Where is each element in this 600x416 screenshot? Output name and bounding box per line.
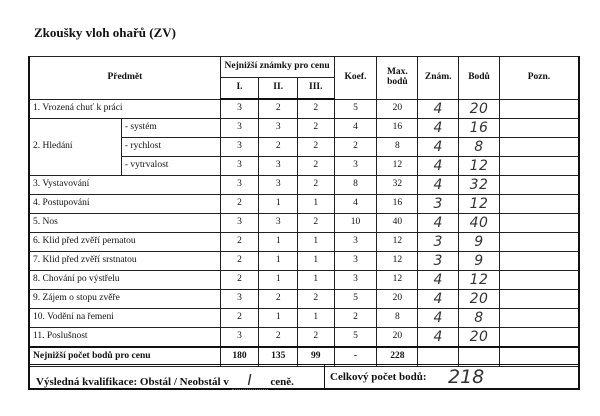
min-total-1: 180 [220, 347, 259, 367]
grade-input[interactable]: 4 [418, 290, 459, 309]
notes-cell[interactable] [499, 99, 579, 119]
points-input[interactable]: 20 [459, 328, 500, 348]
max-cell: 20 [377, 328, 418, 348]
grade-1-cell: 3 [220, 138, 259, 157]
sub-subject-label: - rychlost [121, 138, 220, 157]
grade-2-cell: 3 [259, 214, 298, 233]
subject-label: 9. Zájem o stopu zvěře [29, 290, 220, 309]
grade-1-cell: 2 [220, 233, 259, 252]
grade-2-cell: 2 [259, 290, 298, 309]
grade-3-cell: 1 [298, 309, 335, 328]
grade-col-2: II. [259, 78, 298, 100]
notes-cell[interactable] [499, 328, 579, 348]
grade-3-cell: 1 [298, 195, 335, 214]
table-row [29, 252, 579, 271]
notes-header: Pozn. [499, 57, 579, 100]
max-cell: 8 [377, 138, 418, 157]
coef-cell: 3 [334, 157, 377, 176]
subject-label: 6. Klid před zvěří pernatou [29, 233, 220, 252]
points-header: Bodů [459, 57, 500, 100]
subject-header: Předmět [29, 57, 220, 100]
notes-cell[interactable] [499, 195, 579, 214]
notes-cell[interactable] [499, 176, 579, 195]
coef-cell: 4 [334, 119, 377, 138]
grade-input[interactable]: 4 [418, 157, 459, 176]
table-row [29, 328, 579, 348]
max-cell: 20 [377, 290, 418, 309]
notes-cell[interactable] [499, 252, 579, 271]
final-qualification-row [28, 364, 580, 390]
grade-2-cell: 3 [259, 157, 298, 176]
points-input[interactable]: 12 [459, 271, 500, 290]
table-row [29, 233, 579, 252]
grade-2-cell: 1 [259, 309, 298, 328]
grade-1-cell: 3 [220, 214, 259, 233]
grade-3-cell: 1 [298, 252, 335, 271]
min-grades-header: Nejnižší známky pro cenu [220, 57, 334, 78]
points-input[interactable]: 9 [459, 233, 500, 252]
max-points-header: Max. bodů [377, 57, 418, 100]
final-divider [324, 365, 325, 388]
grade-2-cell: 3 [259, 176, 298, 195]
coef-cell: 3 [334, 233, 377, 252]
max-cell: 12 [377, 271, 418, 290]
table-row [29, 119, 579, 138]
min-total-3: 99 [298, 347, 335, 367]
grade-input[interactable]: 4 [418, 99, 459, 119]
grade-2-cell: 1 [259, 195, 298, 214]
total-points-label: Celkový počet bodů: [330, 371, 427, 383]
coef-cell: 5 [334, 99, 377, 119]
grade-col-1: I. [220, 78, 259, 100]
grade-1-cell: 2 [220, 309, 259, 328]
grade-1-cell: 3 [220, 157, 259, 176]
max-total: 228 [377, 347, 418, 367]
coef-cell: 2 [334, 138, 377, 157]
grade-1-cell: 3 [220, 99, 259, 119]
grade-3-cell: 2 [298, 157, 335, 176]
max-cell: 12 [377, 157, 418, 176]
coef-header: Koef. [334, 57, 377, 100]
grade-input[interactable]: 4 [418, 309, 459, 328]
subject-label: 7. Klid před zvěří srstnatou [29, 252, 220, 271]
grade-input[interactable]: 4 [418, 214, 459, 233]
points-input[interactable]: 40 [459, 214, 500, 233]
grade-3-cell: 1 [298, 271, 335, 290]
grade-2-cell: 1 [259, 233, 298, 252]
min-total-label: Nejnižší počet bodů pro cenu [29, 347, 220, 367]
sub-subject-label: - systém [121, 119, 220, 138]
grade-3-cell: 2 [298, 119, 335, 138]
subject-label: 11. Poslušnost [29, 328, 220, 348]
max-cell: 40 [377, 214, 418, 233]
table-row [29, 99, 579, 119]
grade-3-cell: 2 [298, 176, 335, 195]
grade-1-cell: 3 [220, 328, 259, 348]
max-cell: 20 [377, 99, 418, 119]
grade-input[interactable]: 4 [418, 138, 459, 157]
coef-cell: 3 [334, 252, 377, 271]
notes-cell[interactable] [499, 214, 579, 233]
grade-header: Znám. [418, 57, 459, 100]
points-input[interactable]: 32 [459, 176, 500, 195]
subject-label: 2. Hledání [29, 119, 121, 176]
grade-3-cell: 2 [298, 138, 335, 157]
subject-label: 10. Vodění na řemeni [29, 309, 220, 328]
grade-2-cell: 1 [259, 271, 298, 290]
subject-label: 5. Nos [29, 214, 220, 233]
grade-1-cell: 3 [220, 176, 259, 195]
max-cell: 12 [377, 252, 418, 271]
notes-cell[interactable] [499, 271, 579, 290]
points-input[interactable]: 16 [459, 119, 500, 138]
final-prize-suffix: ceně. [270, 376, 294, 388]
sub-subject-label: - vytrvalost [121, 157, 220, 176]
final-prize-grade[interactable]: I [232, 371, 268, 390]
grade-input[interactable]: 4 [418, 271, 459, 290]
coef-cell: 5 [334, 328, 377, 348]
points-input[interactable]: 8 [459, 138, 500, 157]
grade-3-cell: 2 [298, 99, 335, 119]
min-total-2: 135 [259, 347, 298, 367]
grade-1-cell: 2 [220, 252, 259, 271]
grade-2-cell: 2 [259, 99, 298, 119]
grade-3-cell: 1 [298, 233, 335, 252]
grade-2-cell: 3 [259, 119, 298, 138]
final-label: Výsledná kvalifikace: [36, 376, 138, 388]
grade-1-cell: 2 [220, 271, 259, 290]
grade-input[interactable]: 3 [418, 233, 459, 252]
points-input[interactable]: 12 [459, 195, 500, 214]
table-row [29, 176, 579, 195]
grade-col-3: III. [298, 78, 335, 100]
points-input[interactable]: 12 [459, 157, 500, 176]
max-cell: 8 [377, 309, 418, 328]
grade-input[interactable]: 4 [418, 119, 459, 138]
max-cell: 16 [377, 195, 418, 214]
max-cell: 32 [377, 176, 418, 195]
subject-label: 1. Vrozená chuť k práci [29, 99, 220, 119]
table-row [29, 195, 579, 214]
subject-label: 4. Postupování [29, 195, 220, 214]
coef-cell: 8 [334, 176, 377, 195]
notes-cell[interactable] [499, 309, 579, 328]
points-input[interactable]: 8 [459, 309, 500, 328]
table-row [29, 271, 579, 290]
coef-total: - [334, 347, 377, 367]
notes-cell[interactable] [499, 290, 579, 309]
grade-3-cell: 2 [298, 290, 335, 309]
table-row [29, 214, 579, 233]
final-total [330, 371, 427, 383]
form-title: Zkoušky vloh ohařů (ZV) [34, 25, 176, 40]
notes-cell[interactable] [499, 233, 579, 252]
grade-2-cell: 1 [259, 252, 298, 271]
table-row [29, 309, 579, 328]
notes-cell[interactable] [499, 157, 579, 176]
score-table [28, 56, 580, 367]
coef-cell: 4 [334, 195, 377, 214]
grade-3-cell: 2 [298, 328, 335, 348]
coef-cell: 2 [334, 309, 377, 328]
points-input[interactable]: 20 [459, 99, 500, 119]
grade-input[interactable]: 3 [418, 252, 459, 271]
subject-label: 3. Vystavování [29, 176, 220, 195]
grade-2-cell: 2 [259, 328, 298, 348]
coef-cell: 5 [334, 290, 377, 309]
grade-2-cell: 2 [259, 138, 298, 157]
grade-3-cell: 2 [298, 214, 335, 233]
grade-1-cell: 3 [220, 290, 259, 309]
total-points-value[interactable]: 218 [448, 366, 485, 388]
notes-cell[interactable] [499, 119, 579, 138]
subject-label: 8. Chování po výstřelu [29, 271, 220, 290]
max-cell: 12 [377, 233, 418, 252]
final-status: Obstál / Neobstál v [139, 376, 229, 388]
table-row [29, 290, 579, 309]
max-cell: 16 [377, 119, 418, 138]
grade-1-cell: 3 [220, 119, 259, 138]
grade-input[interactable]: 4 [418, 176, 459, 195]
notes-cell[interactable] [499, 138, 579, 157]
grade-input[interactable]: 4 [418, 328, 459, 348]
final-qualification [36, 371, 294, 390]
grade-1-cell: 2 [220, 195, 259, 214]
points-input[interactable]: 9 [459, 252, 500, 271]
coef-cell: 10 [334, 214, 377, 233]
grade-input[interactable]: 3 [418, 195, 459, 214]
coef-cell: 3 [334, 271, 377, 290]
points-input[interactable]: 20 [459, 290, 500, 309]
